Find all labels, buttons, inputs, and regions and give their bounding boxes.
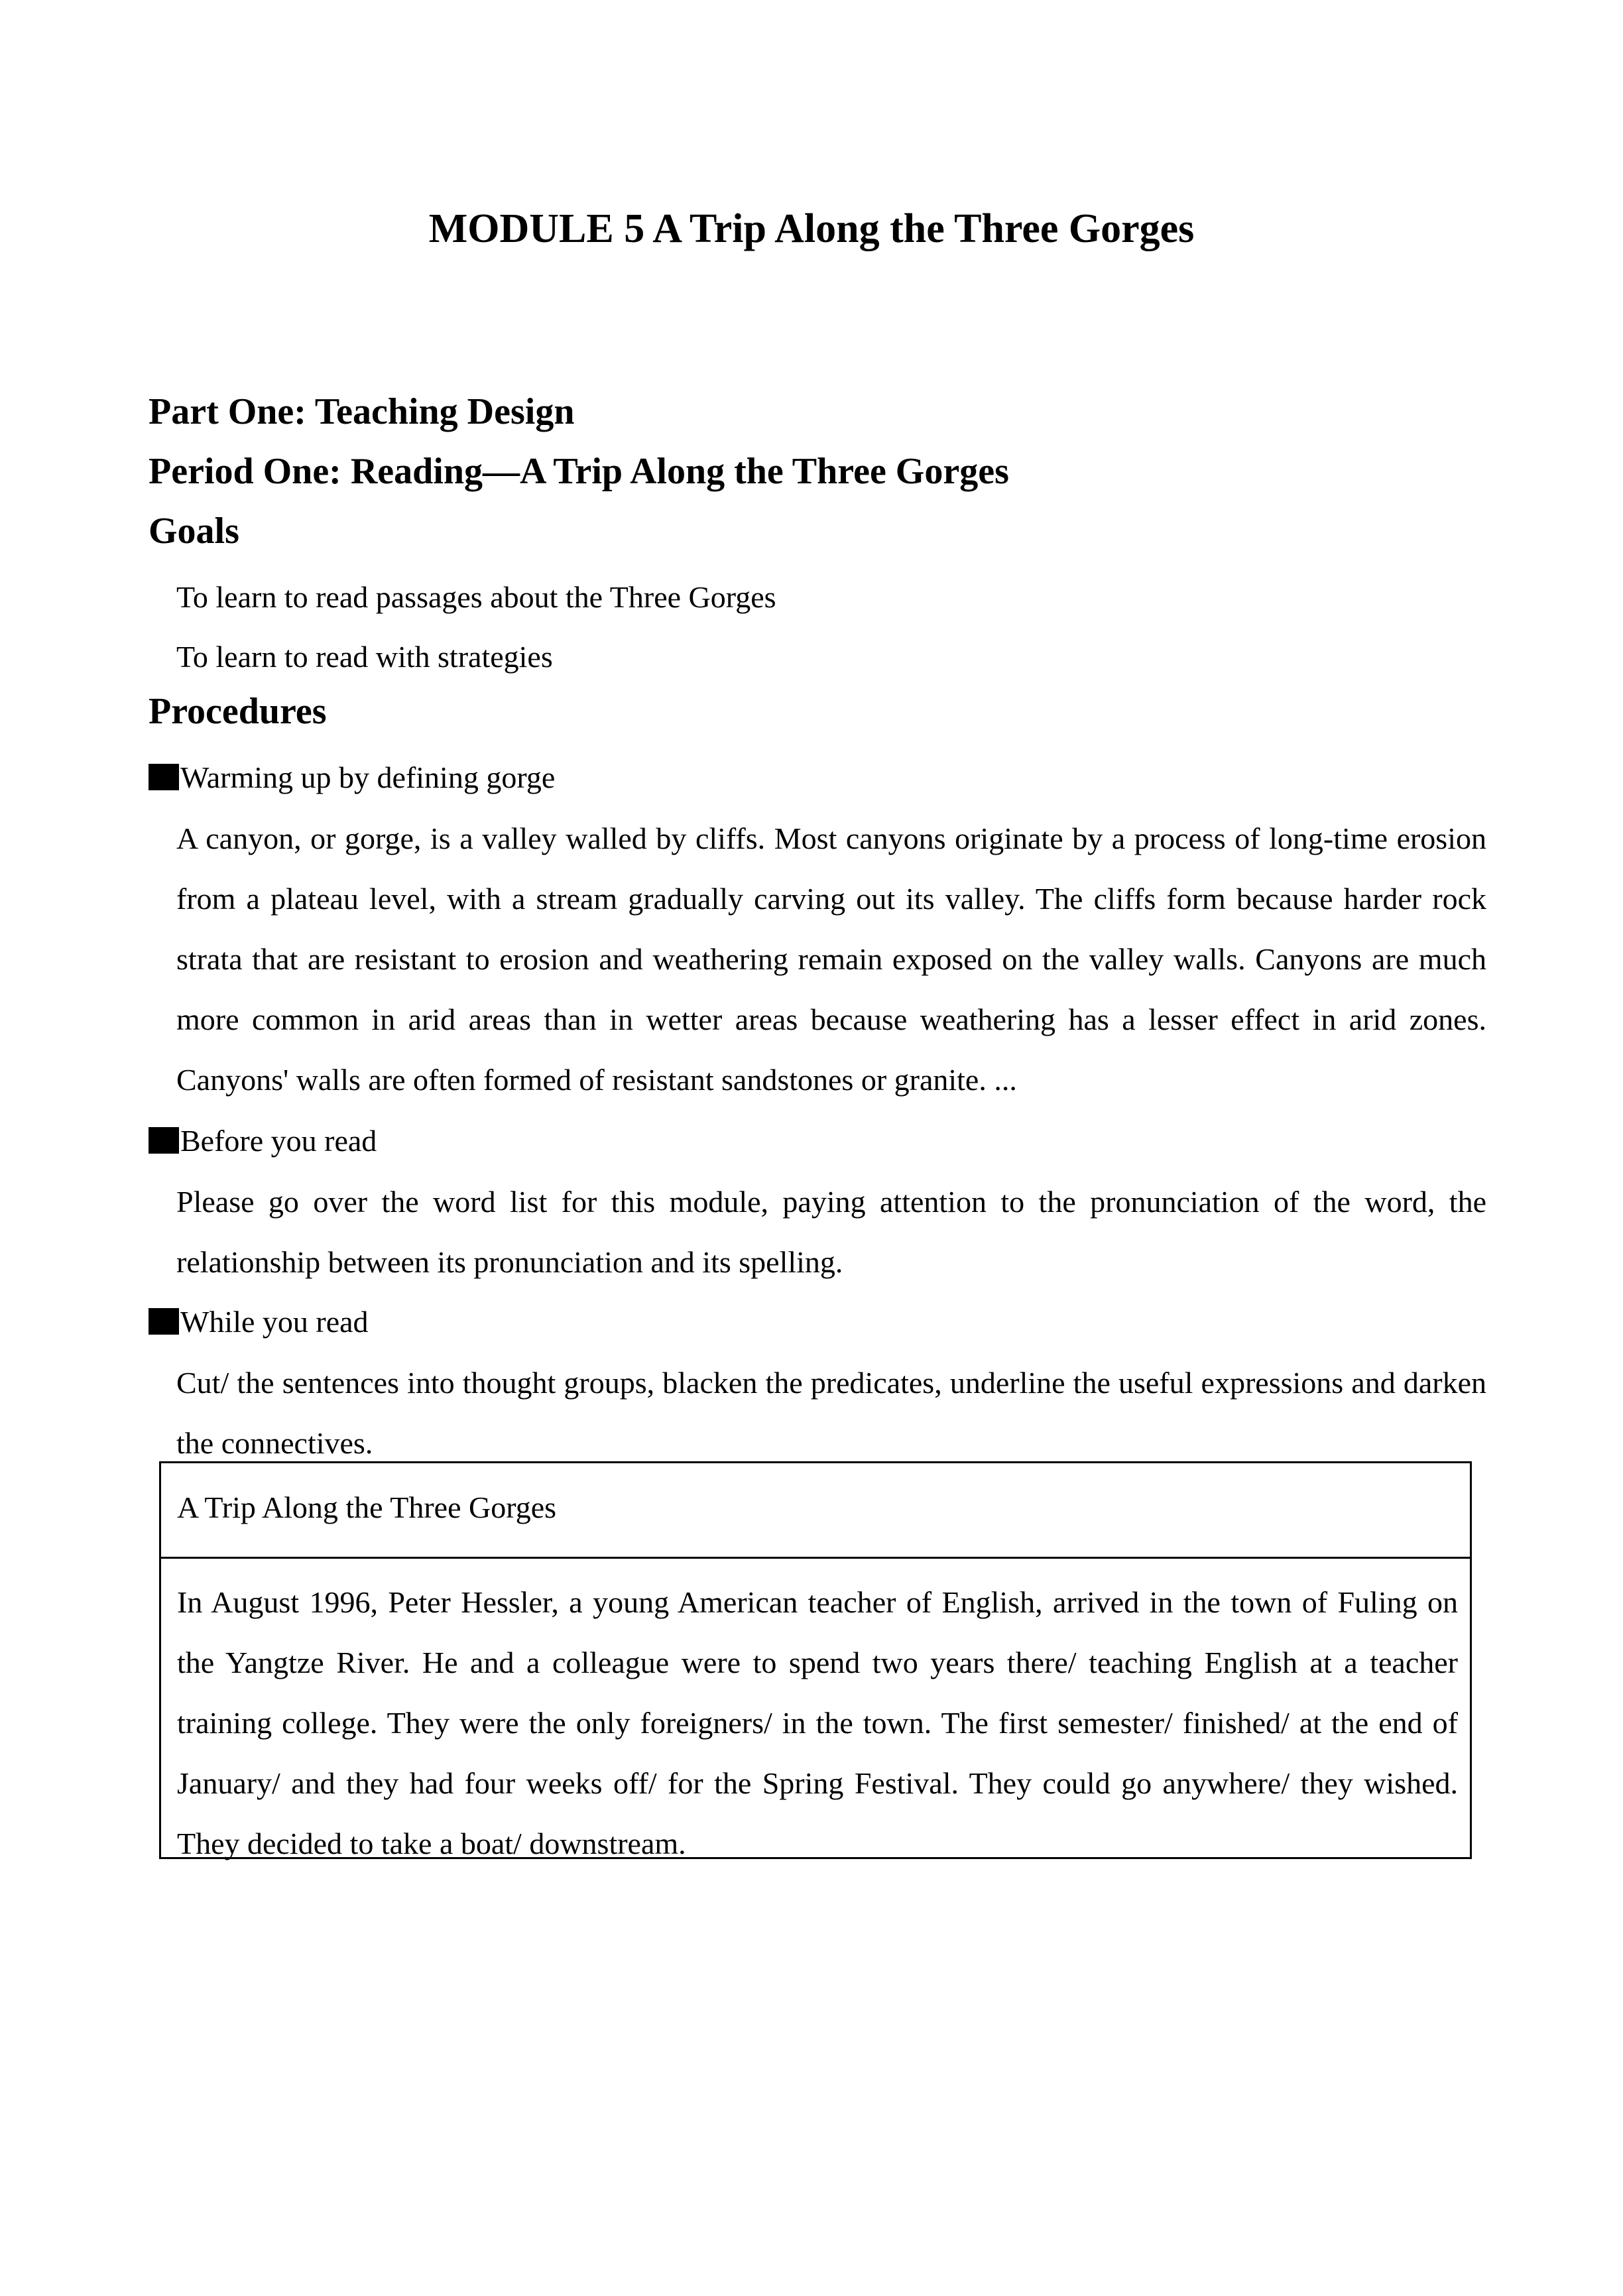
while-reading-step: [149, 1292, 369, 1352]
before-reading-paragraph: Please go over the word list for this module, paying attention to the pronunciation of the word, the relationship between its pronunciation and its spelling.: [176, 1185, 1486, 1279]
step-label: While you read: [180, 1305, 369, 1339]
step-label: Warming up by defining gorge: [180, 760, 556, 794]
passage-table: [159, 1461, 1472, 1859]
black-square-bullet-icon: [149, 1308, 179, 1335]
passage-text: In August 1996, Peter Hessler, a young American teacher of English, arrived in the town of Fuling on the Yangtze River. He and a colleague were to spend two years there/ teaching English at a teacher training college. They were the only foreigners/ in the town. The first semester/ finished/ at the end of January/ and they had four weeks off/ for the Spring Festival. They could go anywhere/ they wished. They decided to take a boat/ downstream.: [177, 1585, 1458, 1860]
goal-item: To learn to read passages about the Three Gorges: [176, 580, 776, 614]
step-label: Before you read: [180, 1124, 377, 1158]
goal-item: To learn to read with strategies: [176, 640, 553, 674]
while-reading-paragraph: Cut/ the sentences into thought groups, blacken the predicates, underline the useful expressions and darken the connectives.: [176, 1366, 1486, 1460]
black-square-bullet-icon: [149, 764, 179, 790]
warming-up-step: [149, 748, 555, 808]
part-heading: Part One: Teaching Design: [149, 391, 575, 432]
document-title: MODULE 5 A Trip Along the Three Gorges: [428, 206, 1195, 251]
black-square-bullet-icon: [149, 1127, 179, 1154]
passage-title: A Trip Along the Three Gorges: [177, 1490, 557, 1524]
period-heading: Period One: Reading—A Trip Along the Three Gorges: [149, 451, 1009, 492]
before-reading-step: [149, 1111, 377, 1171]
procedures-heading: Procedures: [149, 691, 327, 732]
warming-up-paragraph: A canyon, or gorge, is a valley walled by cliffs. Most canyons originate by a process of long-time erosion from a plateau level, with a stream gradually carving out its valley. The cliffs form because harder rock strata that are resistant to erosion and weathering remain exposed on the valley walls. Canyons are much more common in arid areas than in wetter areas because weathering has a lesser effect in arid zones. Canyons' walls are often formed of resistant sandstones or granite. ...: [176, 821, 1486, 1097]
goals-heading: Goals: [149, 511, 239, 552]
passage-title-cell: [161, 1463, 1470, 1559]
